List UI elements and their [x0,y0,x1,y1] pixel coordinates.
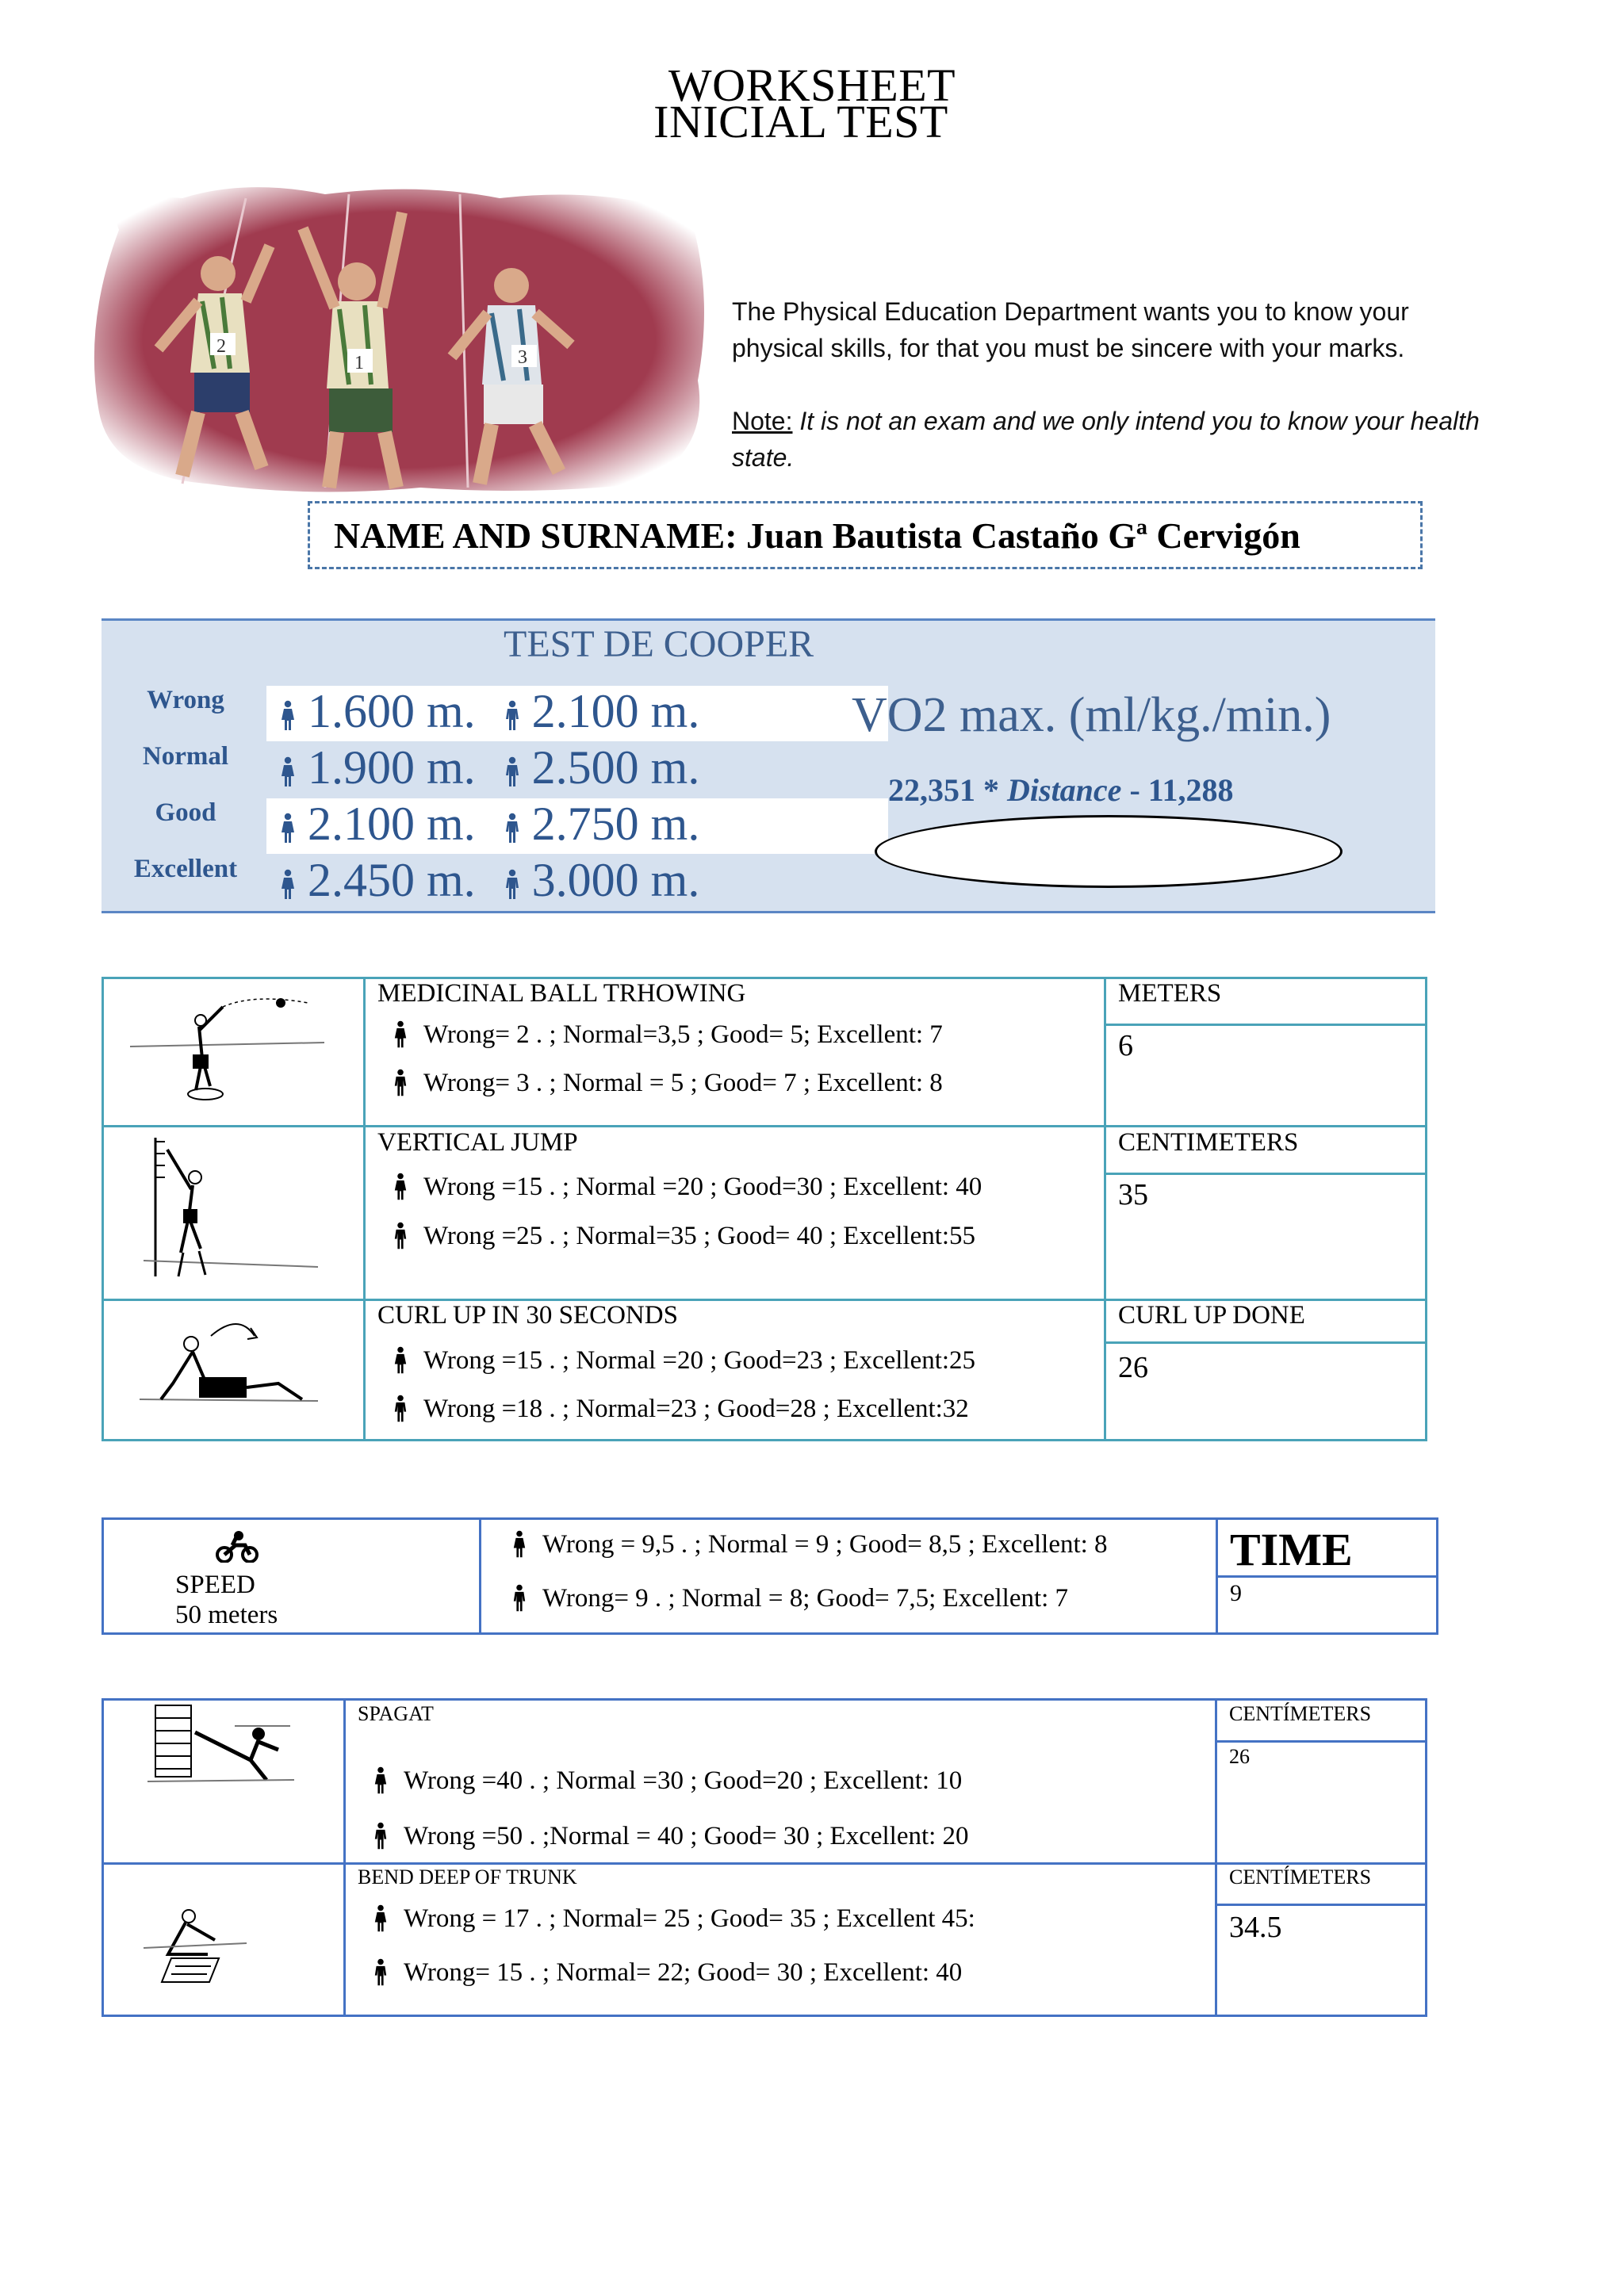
female-criteria [393,1345,975,1376]
speed-test-table [102,1517,1438,1635]
female-criteria [373,1766,962,1796]
male-criteria [393,1394,969,1424]
flexibility-tests-table [102,1698,1427,2017]
male-distance: 2.100 m. [531,685,700,737]
man-icon [393,1394,408,1424]
female-distance: 1.600 m. [308,685,476,737]
cooper-row-excellent [266,855,888,910]
woman-icon [279,756,297,788]
level-label-good: Good [155,798,216,827]
unit-label: CURL UP DONE [1118,1301,1305,1330]
man-icon [512,1583,527,1613]
unit-label: CENTÍMETERS [1229,1702,1372,1725]
level-label-normal: Normal [142,742,229,771]
formula-distance: Distance [1007,772,1122,808]
worksheet-subtitle: INICIAL TEST [653,96,948,147]
criteria-text: Wrong =15 . ; Normal =20 ; Good=30 ; Excellent: 40 [423,1172,982,1201]
man-icon [504,869,521,901]
female-distance: 2.450 m. [308,854,476,906]
female-distance: 1.900 m. [308,741,476,794]
criteria-text: Wrong = 17 . ; Normal= 25 ; Good= 35 ; Excellent 45: [404,1904,975,1933]
vo2-answer-oval[interactable] [875,815,1342,888]
motorcycle-icon [215,1529,259,1567]
woman-icon [279,869,297,901]
female-distance: 2.100 m. [308,798,476,850]
man-icon [393,1221,408,1251]
criteria-text: Wrong= 15 . ; Normal= 22; Good= 30 ; Excellent: 40 [404,1957,963,1987]
test-name: SPAGAT [358,1702,434,1725]
time-value[interactable]: 9 [1230,1580,1242,1606]
cooper-row-good [266,798,888,854]
result-value[interactable]: 6 [1118,1029,1133,1062]
note-paragraph [732,403,1493,476]
vertical-jump-illustration [136,1134,326,1296]
criteria-text: Wrong =18 . ; Normal=23 ; Good=28 ; Excellent:32 [423,1394,969,1423]
female-criteria [373,1904,975,1934]
female-criteria [512,1529,1108,1559]
svg-text:1: 1 [354,353,364,373]
woman-icon [393,1345,408,1376]
male-criteria [373,1957,962,1988]
result-value[interactable]: 34.5 [1229,1911,1282,1944]
formula-coef: 22,351 * [888,772,1007,808]
vo2-max-label: VO2 max. (ml/kg./min.) [852,688,1331,742]
vo2-formula [888,771,1234,809]
man-icon [504,700,521,732]
woman-icon [393,1020,408,1050]
runners-photo [87,182,710,499]
male-distance: 2.750 m. [531,798,700,850]
woman-icon [279,813,297,844]
trunk-bend-illustration [140,1899,251,1998]
note-label: Note: [732,407,793,435]
female-criteria [393,1020,943,1050]
test-name: BEND DEEP OF TRUNK [358,1866,577,1888]
cooper-title: TEST DE COOPER [504,623,814,665]
cooper-row-normal [266,742,888,798]
criteria-text: Wrong= 3 . ; Normal = 5 ; Good= 7 ; Excellent: 8 [423,1068,943,1097]
svg-text:2: 2 [216,336,226,357]
level-label-excellent: Excellent [133,855,238,883]
unit-label: CENTÍMETERS [1229,1866,1372,1888]
svg-text:3: 3 [518,347,527,368]
speed-test-name: SPEED [175,1571,255,1599]
woman-icon [393,1172,408,1202]
test-name: MEDICINAL BALL TRHOWING [377,979,746,1008]
criteria-text: Wrong =15 . ; Normal =20 ; Good=23 ; Excellent:25 [423,1345,976,1375]
male-criteria [393,1068,943,1098]
woman-icon [279,700,297,732]
male-distance: 2.500 m. [531,741,700,794]
formula-offset: - 11,288 [1121,772,1234,808]
strength-tests-table [102,977,1427,1441]
name-box [308,501,1423,569]
man-icon [393,1068,408,1098]
male-criteria [512,1583,1068,1613]
woman-icon [512,1529,527,1559]
female-criteria [393,1172,982,1202]
curl-up-illustration [136,1312,326,1435]
student-name: NAME AND SURNAME: Juan Bautista Castaño Gª Cervigón [334,515,1300,556]
man-icon [504,756,521,788]
criteria-text: Wrong =50 . ;Normal = 40 ; Good= 30 ; Excellent: 20 [404,1821,969,1850]
note-text: It is not an exam and we only intend you to know your health state. [732,407,1480,472]
male-criteria [393,1221,975,1251]
time-label: TIME [1230,1524,1353,1575]
test-name: CURL UP IN 30 SECONDS [377,1301,678,1330]
criteria-text: Wrong= 2 . ; Normal=3,5 ; Good= 5; Excellent: 7 [423,1020,943,1049]
unit-label: CENTIMETERS [1118,1128,1299,1157]
worksheet-title: WORKSHEET [668,59,956,111]
unit-label: METERS [1118,979,1222,1008]
criteria-text: Wrong = 9,5 . ; Normal = 9 ; Good= 8,5 ; Excellent: 8 [542,1529,1108,1559]
distance-values [279,684,699,739]
man-icon [504,813,521,844]
test-name: VERTICAL JUMP [377,1128,578,1157]
man-icon [373,1821,388,1851]
woman-icon [373,1766,388,1796]
distance-values [279,797,699,851]
speed-test-distance: 50 meters [175,1601,278,1629]
criteria-text: Wrong= 9 . ; Normal = 8; Good= 7,5; Excellent: 7 [542,1583,1069,1613]
criteria-text: Wrong =40 . ; Normal =30 ; Good=20 ; Excellent: 10 [404,1766,963,1795]
woman-icon [373,1904,388,1934]
cooper-row-wrong [266,686,888,741]
spagat-illustration [140,1702,298,1793]
male-criteria [373,1821,969,1851]
criteria-text: Wrong =25 . ; Normal=35 ; Good= 40 ; Excellent:55 [423,1221,976,1250]
level-label-wrong: Wrong [147,686,224,714]
distance-values [279,740,699,795]
intro-paragraph: The Physical Education Department wants you to know your physical skills, for that you must be sincere with your marks. [732,297,1409,362]
distance-values [279,853,699,908]
result-value[interactable]: 35 [1118,1178,1148,1211]
ball-throw-illustration [126,987,332,1118]
male-distance: 3.000 m. [531,854,700,906]
cooper-test-panel [102,618,1435,913]
intro-text-block [732,293,1493,476]
man-icon [373,1957,388,1988]
result-value[interactable]: 26 [1118,1351,1148,1384]
result-value[interactable]: 26 [1229,1745,1250,1768]
